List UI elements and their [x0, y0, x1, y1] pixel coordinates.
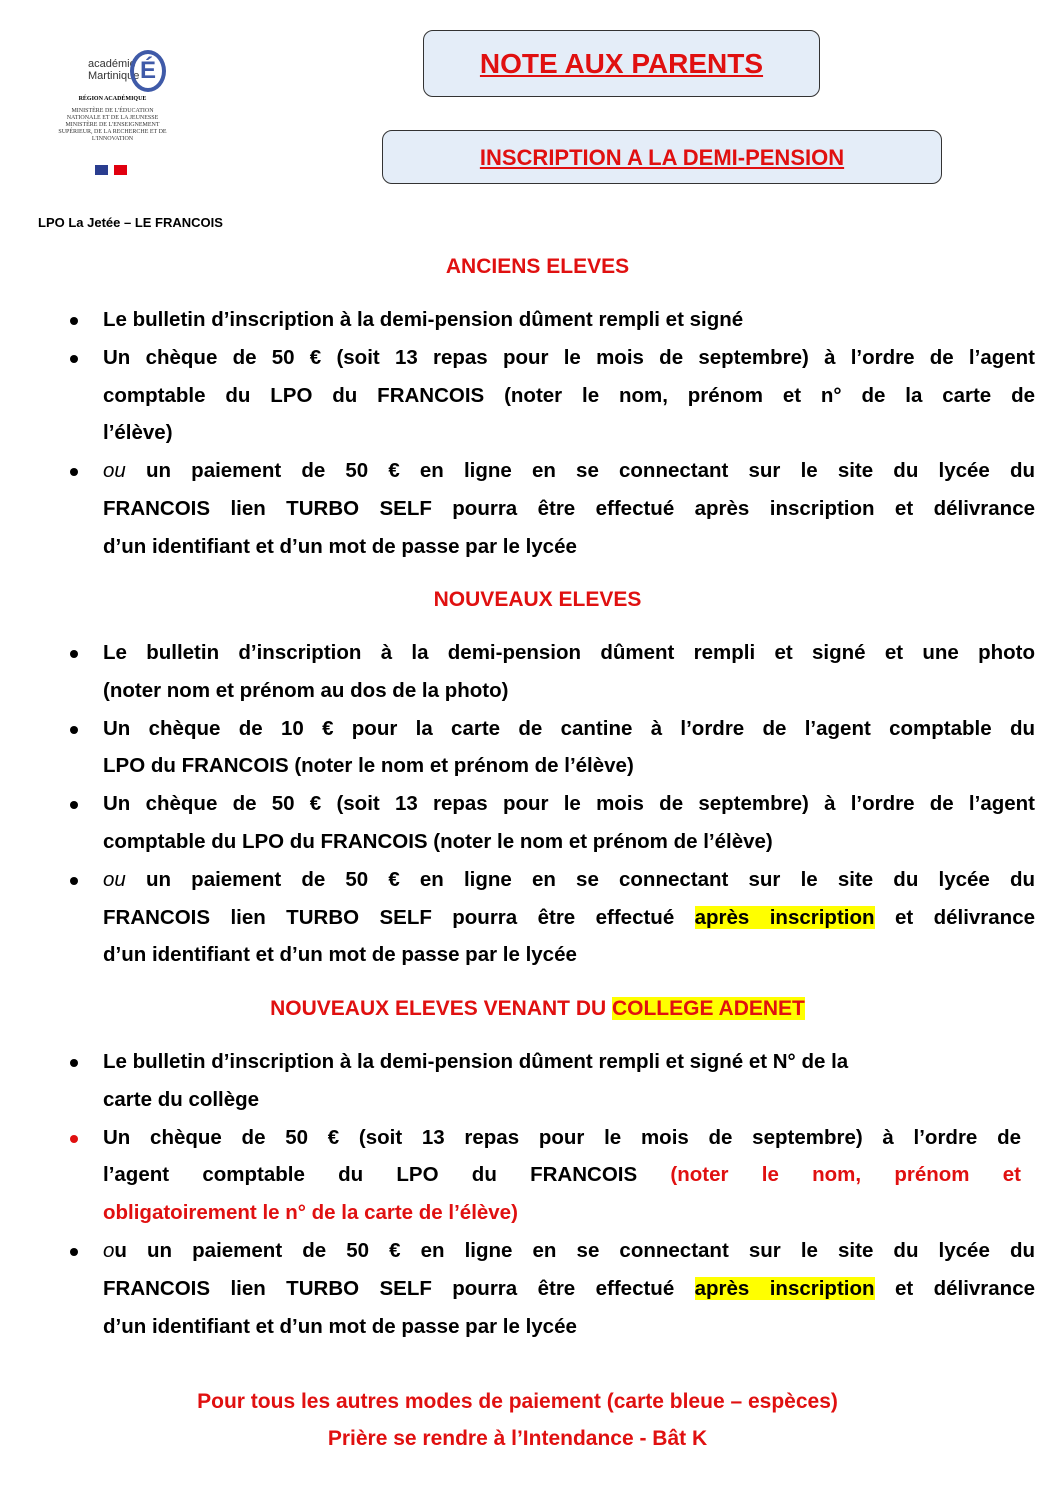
- text-segment: l’élève): [103, 421, 173, 445]
- bullet-icon: [70, 317, 78, 325]
- text-segment: un paiement de 50 € en ligne en se connectant sur le site du lycée du: [125, 867, 1035, 891]
- page-title: NOTE AUX PARENTS: [423, 30, 820, 97]
- text-segment: carte du collège: [103, 1087, 260, 1111]
- list-item-line: [103, 717, 1035, 741]
- text-segment: après inscription: [694, 905, 875, 929]
- list-item-line: [103, 1201, 1021, 1225]
- list-item-line: [103, 1315, 1035, 1339]
- bullet-icon: [70, 1135, 78, 1143]
- text-segment: Un chèque de 50 € (soit 13 repas pour le mois de septembre) à l’ordre de: [103, 1125, 1021, 1149]
- list-item-line: [103, 830, 1035, 854]
- list-item-line: [103, 1126, 1021, 1150]
- text-segment: Un chèque de 50 € (soit 13 repas pour le mois de septembre) à l’ordre de l’agent: [103, 792, 1035, 816]
- bullet-icon: [70, 726, 78, 734]
- list-item-line: [103, 906, 1035, 930]
- text-segment: d’un identifiant et d’un mot de passe par le lycée: [103, 1314, 577, 1338]
- list-item-line: [103, 641, 1035, 665]
- list-item-line: [103, 943, 1035, 967]
- french-flag-icon: [95, 165, 127, 175]
- bullet-icon: [70, 801, 78, 809]
- bullet-icon: [70, 355, 78, 363]
- text-segment: Le bulletin d’inscription à la demi-pension dûment rempli et signé et N° de la: [103, 1050, 849, 1073]
- list-item-line: [103, 1239, 1035, 1263]
- bullet-icon: [70, 1059, 78, 1067]
- text-segment: o: [103, 1239, 115, 1262]
- text-segment: Le bulletin d’inscription à la demi-pension dûment rempli et signé et une photo: [103, 641, 1035, 664]
- text-segment: FRANCOIS lien TURBO SELF pourra être effectué: [103, 905, 695, 929]
- heading-text: COLLEGE ADENET: [611, 997, 805, 1020]
- list-item-line: [103, 535, 1035, 559]
- text-segment: FRANCOIS lien TURBO SELF pourra être effectué après inscription et délivrance: [103, 497, 1035, 520]
- footer-line-2: Prière se rendre à l’Intendance - Bât K: [327, 1427, 708, 1450]
- list-item-line: [103, 421, 1035, 445]
- heading-text: NOUVEAUX ELEVES VENANT DU: [270, 997, 612, 1020]
- heading-text: NOUVEAUX ELEVES: [433, 588, 642, 611]
- text-segment: comptable du LPO du FRANCOIS (noter le nom et prénom de l’élève): [103, 830, 773, 853]
- school-name: LPO La Jetée – LE FRANCOIS: [38, 215, 223, 230]
- footer-line-1: Pour tous les autres modes de paiement (carte bleue – espèces): [197, 1390, 838, 1413]
- section-heading: [0, 997, 1058, 1021]
- list-item-line: [103, 1050, 1035, 1074]
- list-item-line: [103, 1163, 1021, 1187]
- section-heading: [0, 588, 1058, 612]
- text-segment: l’agent comptable du LPO du FRANCOIS: [103, 1163, 671, 1187]
- text-segment: et délivrance: [874, 905, 1035, 929]
- list-item-line: [103, 384, 1035, 408]
- list-item-line: [103, 792, 1035, 816]
- text-segment: comptable du LPO du FRANCOIS (noter le nom, prénom et n° de la carte de: [103, 383, 1035, 407]
- text-segment: (noter nom et prénom au dos de la photo): [103, 678, 509, 702]
- text-segment: d’un identifiant et d’un mot de passe par le lycée: [103, 943, 577, 967]
- bullet-icon: [70, 877, 78, 885]
- section-heading: [0, 255, 1058, 279]
- text-segment: FRANCOIS lien TURBO SELF pourra être effectué: [103, 1276, 695, 1300]
- list-item-line: [103, 1088, 1035, 1112]
- text-segment: ou: [103, 867, 126, 891]
- text-segment: ou: [103, 459, 126, 483]
- text-segment: obligatoirement le n° de la carte de l’élève): [103, 1201, 518, 1225]
- text-segment: et délivrance: [874, 1276, 1035, 1300]
- list-item-line: [103, 308, 1035, 332]
- list-item-line: [103, 868, 1035, 892]
- list-item-line: [103, 679, 1035, 703]
- text-segment: d’un identifiant et d’un mot de passe par le lycée: [103, 534, 577, 558]
- text-segment: LPO du FRANCOIS (noter le nom et prénom de l’élève): [103, 754, 634, 778]
- heading-text: ANCIENS ELEVES: [445, 255, 630, 278]
- text-segment: u un paiement de 50 € en ligne en se connectant sur le site du lycée du: [114, 1239, 1035, 1262]
- text-segment: un paiement de 50 € en ligne en se connectant sur le site du lycée du: [125, 459, 1035, 483]
- bullet-icon: [70, 650, 78, 658]
- text-segment: Le bulletin d’inscription à la demi-pension dûment rempli et signé: [103, 308, 744, 331]
- academie-martinique-logo: académie Martinique É RÉGION ACADÉMIQUE MINISTÈRE DE L'ÉDUCATION NATIONALE ET DE LA JEUNESSE MINISTÈRE DE L'ENSEIGNEMENT SUPÉRIEUR, DE LA RECHERCHE ET DE L'INNOVATION: [55, 40, 170, 190]
- page-subtitle: INSCRIPTION A LA DEMI-PENSION: [382, 130, 942, 184]
- list-item-line: [103, 346, 1035, 370]
- text-segment: après inscription: [694, 1276, 875, 1300]
- text-segment: (noter le nom, prénom et: [670, 1163, 1021, 1187]
- list-item-line: [103, 459, 1035, 483]
- list-item-line: [103, 1277, 1035, 1301]
- list-item-line: [103, 497, 1035, 521]
- bullet-icon: [70, 1248, 78, 1256]
- bullet-icon: [70, 468, 78, 476]
- list-item-line: [103, 754, 1035, 778]
- e-logo-icon: É: [130, 50, 166, 92]
- text-segment: Un chèque de 50 € (soit 13 repas pour le mois de septembre) à l’ordre de l’agent: [103, 345, 1035, 369]
- text-segment: Un chèque de 10 € pour la carte de cantine à l’ordre de l’agent comptable du: [103, 716, 1035, 740]
